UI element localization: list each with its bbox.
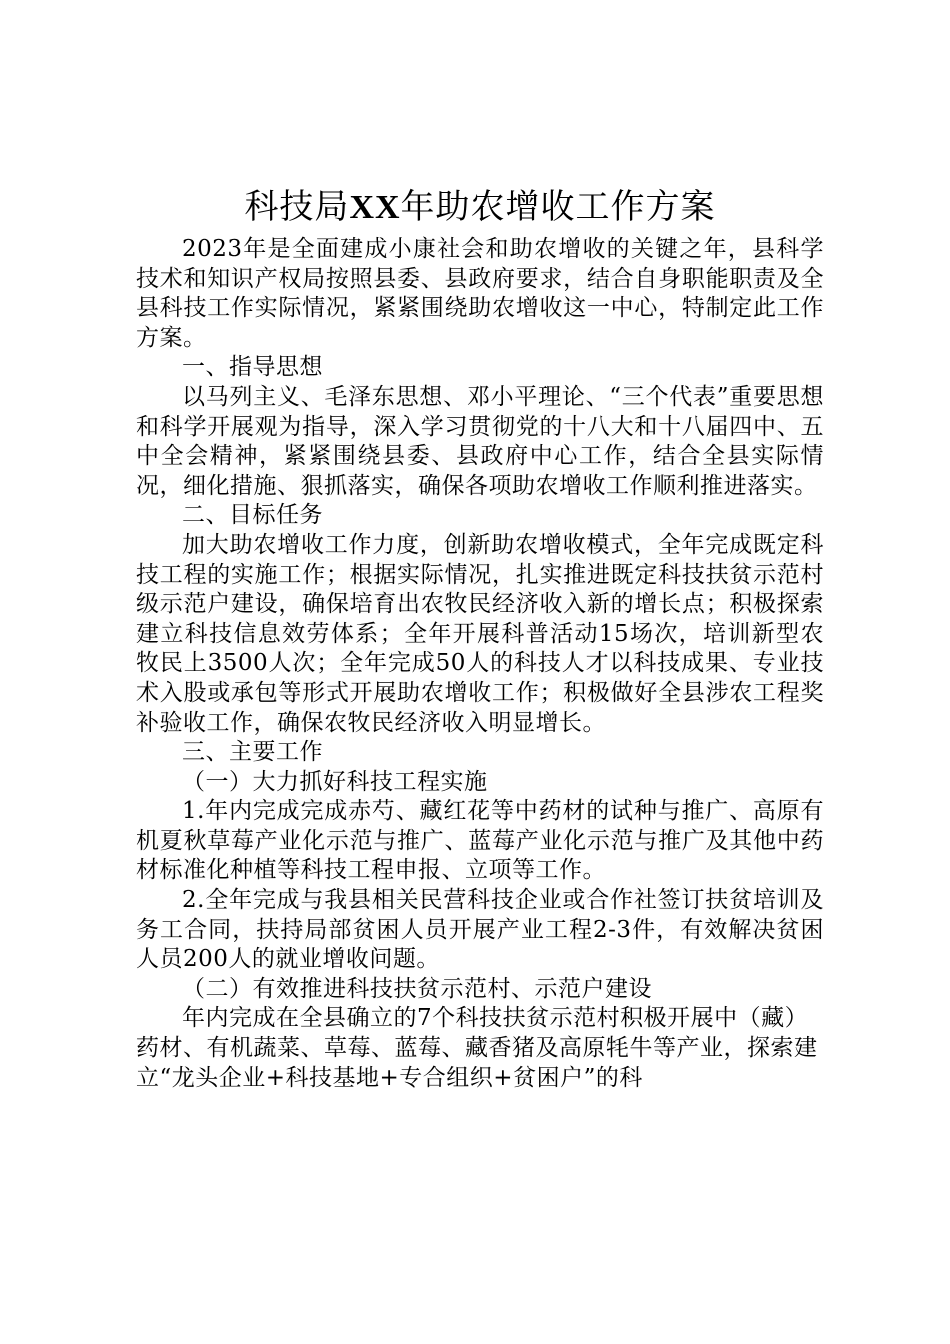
paragraph-guiding-thought: 以马列主义、毛泽东思想、邓小平理论、“三个代表”重要思想和科学开展观为指导，深入学习贯彻党的十八大和十八届四中、五中全会精神，紧紧围绕县委、县政府中心工作，结合全县实际情况，细化措施、狠抓落实，确保各项助农增收工作顺利推进落实。 bbox=[136, 383, 824, 499]
paragraph-item-1: 1.年内完成完成赤芍、藏红花等中药材的试种与推广、高原有机夏秋草莓产业化示范与推广、蓝莓产业化示范与推广及其他中药材标准化种植等科技工程申报、立项等工作。 bbox=[136, 798, 824, 884]
paragraph-intro: 2023年是全面建成小康社会和助农增收的关键之年，县科学技术和知识产权局按照县委、县政府要求，结合自身职能职责及全县科技工作实际情况，紧紧围绕助农增收这一中心，特制定此工作方案。 bbox=[136, 236, 824, 351]
subsection-heading-1: （一）大力抓好科技工程实施 bbox=[182, 768, 488, 795]
document-page bbox=[136, 185, 824, 1093]
subsection-heading-2: （二）有效推进科技扶贫示范村、示范户建设 bbox=[182, 975, 652, 1002]
title-bold: XX bbox=[349, 189, 401, 226]
title-suffix: 年助农增收工作方案 bbox=[400, 187, 716, 227]
section-heading-guiding-thought: 一、指导思想 bbox=[182, 354, 323, 381]
title-prefix: 科技局 bbox=[244, 187, 350, 227]
section-heading-main-work: 三、主要工作 bbox=[182, 739, 323, 766]
section-heading-goals: 二、目标任务 bbox=[182, 502, 323, 529]
paragraph-item-2: 2.全年完成与我县相关民营科技企业或合作社签订扶贫培训及务工合同，扶持局部贫困人员开展产业工程2-3件，有效解决贫困人员200人的就业增收问题。 bbox=[136, 887, 824, 973]
paragraph-goals: 加大助农增收工作力度，创新助农增收模式，全年完成既定科技工程的实施工作；根据实际情况，扎实推进既定科技扶贫示范村级示范户建设，确保培育出农牧民经济收入新的增长点；积极探索建立科技信息效劳体系；全年开展科普活动15场次，培训新型农牧民上3500人次；全年完成50人的科技人才以科技成果、专业技术入股或承包等形式开展助农增收工作；积极做好全县涉农工程奖补验收工作，确保农牧民经济收入明显增长。 bbox=[136, 531, 824, 736]
document-title bbox=[136, 185, 824, 229]
paragraph-demo-villages: 年内完成在全县确立的7个科技扶贫示范村积极开展中（藏）药材、有机蔬菜、草莓、蓝莓、藏香猪及高原牦牛等产业，探索建立“龙头企业+科技基地+专合组织+贫困户”的科 bbox=[136, 1005, 818, 1091]
